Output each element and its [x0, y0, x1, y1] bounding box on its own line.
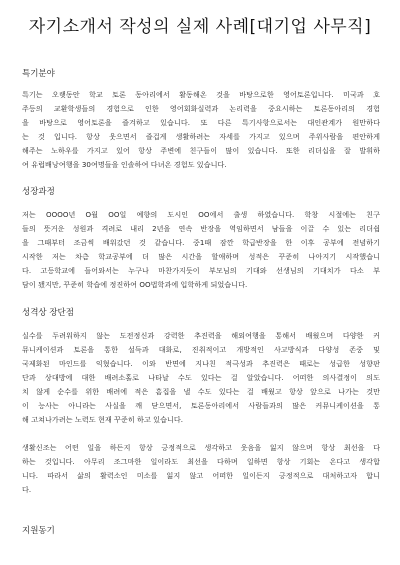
document-title: 자기소개서 작성의 실제 사례[대기업 사무직] [28, 17, 372, 37]
paragraph-line: 해주는 노하우를 가지고 있어 항상 주변에 친구들이 많이 있습니다. 또한 리더십을 잘 발휘하 [22, 146, 380, 155]
section-heading-specialty: 특기분야 [22, 69, 55, 79]
paragraph-line: 담이 됐지만, 꾸준히 학습에 정진하여 OO법학과에 입학하게 되었습니다. [22, 280, 248, 289]
section-heading-motivation: 지원동기 [22, 526, 55, 536]
paragraph-line: 들의 뜻거운 성원과 격려로 내리 2년을 연속 반장을 역임하면서 남들을 이끌 수 있는 리더쉽 [22, 224, 380, 233]
paragraph-line: 치 않게 순수를 위한 배려에 적은 흠집을 낼 수도 있다는 걸 배웠고 항상 앞으로 나가는 것만 [22, 387, 380, 396]
paragraph-line: 을 그때부터 조금씩 배워갔던 것 같습니다. 중1때 잠깐 학급반장을 한 이후 공부에 전념하기 [22, 238, 380, 247]
paragraph-line: 생활신조는 어떤 일을 하든지 항상 긍정적으로 생각하고 웃음을 잃지 않으며 항상 최선을 다 [22, 443, 380, 452]
paragraph-line: 다. 고등학교에 들어와서는 누구나 마찬가지듯이 부모님의 기대와 선생님의 기대치가 다소 부 [22, 266, 380, 275]
paragraph-spacer [22, 427, 380, 441]
paragraph-line: 니다. 따라서 삶의 활력소인 미소를 잃지 않고 어떠한 일이든지 긍정적으로 대처하고자 합니 [22, 471, 380, 480]
paragraph-line: 저는 OOOO년 O월 OO일 예향의 도시인 OO에서 출생 하였습니다. 학창 시절에는 친구 [22, 210, 380, 219]
section-body-specialty [22, 88, 380, 172]
paragraph-line: 실수를 두려워하지 않는 도전정신과 강력한 추진력을 해외여행을 통해서 배웠으며 다양한 커 [22, 331, 380, 340]
paragraph-line: 국제화된 마인드를 익혔습니다. 이와 반면에 지나친 적극성과 추진력은 때로는 성급한 성향판 [22, 359, 380, 368]
section-body-growth [22, 208, 380, 292]
paragraph-line: 이 능사는 아니라는 사실을 깨 닫으면서, 토론동아리에서 사람들과의 많은 커뮤니케이션을 통 [22, 401, 380, 410]
section-heading-personality: 성격상 장단점 [22, 308, 74, 318]
paragraph-line: 해 고쳐나가려는 노력도 현재 꾸준히 하고 있습니다. [22, 415, 184, 424]
paragraph-line: 특기는 오랫동안 학교 토론 동아리에서 활동해온 것을 바탕으로한 영어토론입니다. 미국과 호 [22, 90, 380, 99]
paragraph-line: 하는 것입니다. 아무리 조그마한 일이라도 최선을 다하며 일하면 항상 기회는 온다고 생각합 [22, 457, 380, 466]
paragraph-line: 단과 상대방에 대한 배려소홀로 나타날 수도 있다는 걸 알았습니다. 어떠한 의사결정이 의도 [22, 373, 380, 382]
paragraph-line: 시작한 저는 차츰 학교공부에 더 많은 시간을 할애하며 성적은 꾸준히 나아지기 시작했습니 [22, 252, 380, 261]
paragraph-line: 뮤니케이션과 토론을 통한 설득과 대화로, 진취적이고 개방적인 사고방식과 다양성 존중 및 [22, 345, 380, 354]
paragraph-line: 주등의 교환학생들의 경험으로 인한 영어회화실력과 논리력을 중요시하는 토론동아리의 경험 [22, 104, 380, 113]
section-body-personality [22, 329, 380, 497]
section-heading-growth: 성장과정 [22, 187, 55, 197]
paragraph-line: 는 것 입니다. 항상 웃으면서 즐겁게 생활하려는 자세를 가지고 있으며 주위사람을 편안하게 [22, 132, 380, 141]
paragraph-line: 을 바탕으로 영어토론을 즐겨하고 있습니다. 또 다른 특기사항으로서는 대인관계가 원만하다 [22, 118, 380, 127]
paragraph-line: 여 유럽배낭여행을 30여명들을 인솔하여 다녀온 경험도 있습니다. [22, 160, 227, 169]
paragraph-line: 다. [22, 485, 32, 494]
